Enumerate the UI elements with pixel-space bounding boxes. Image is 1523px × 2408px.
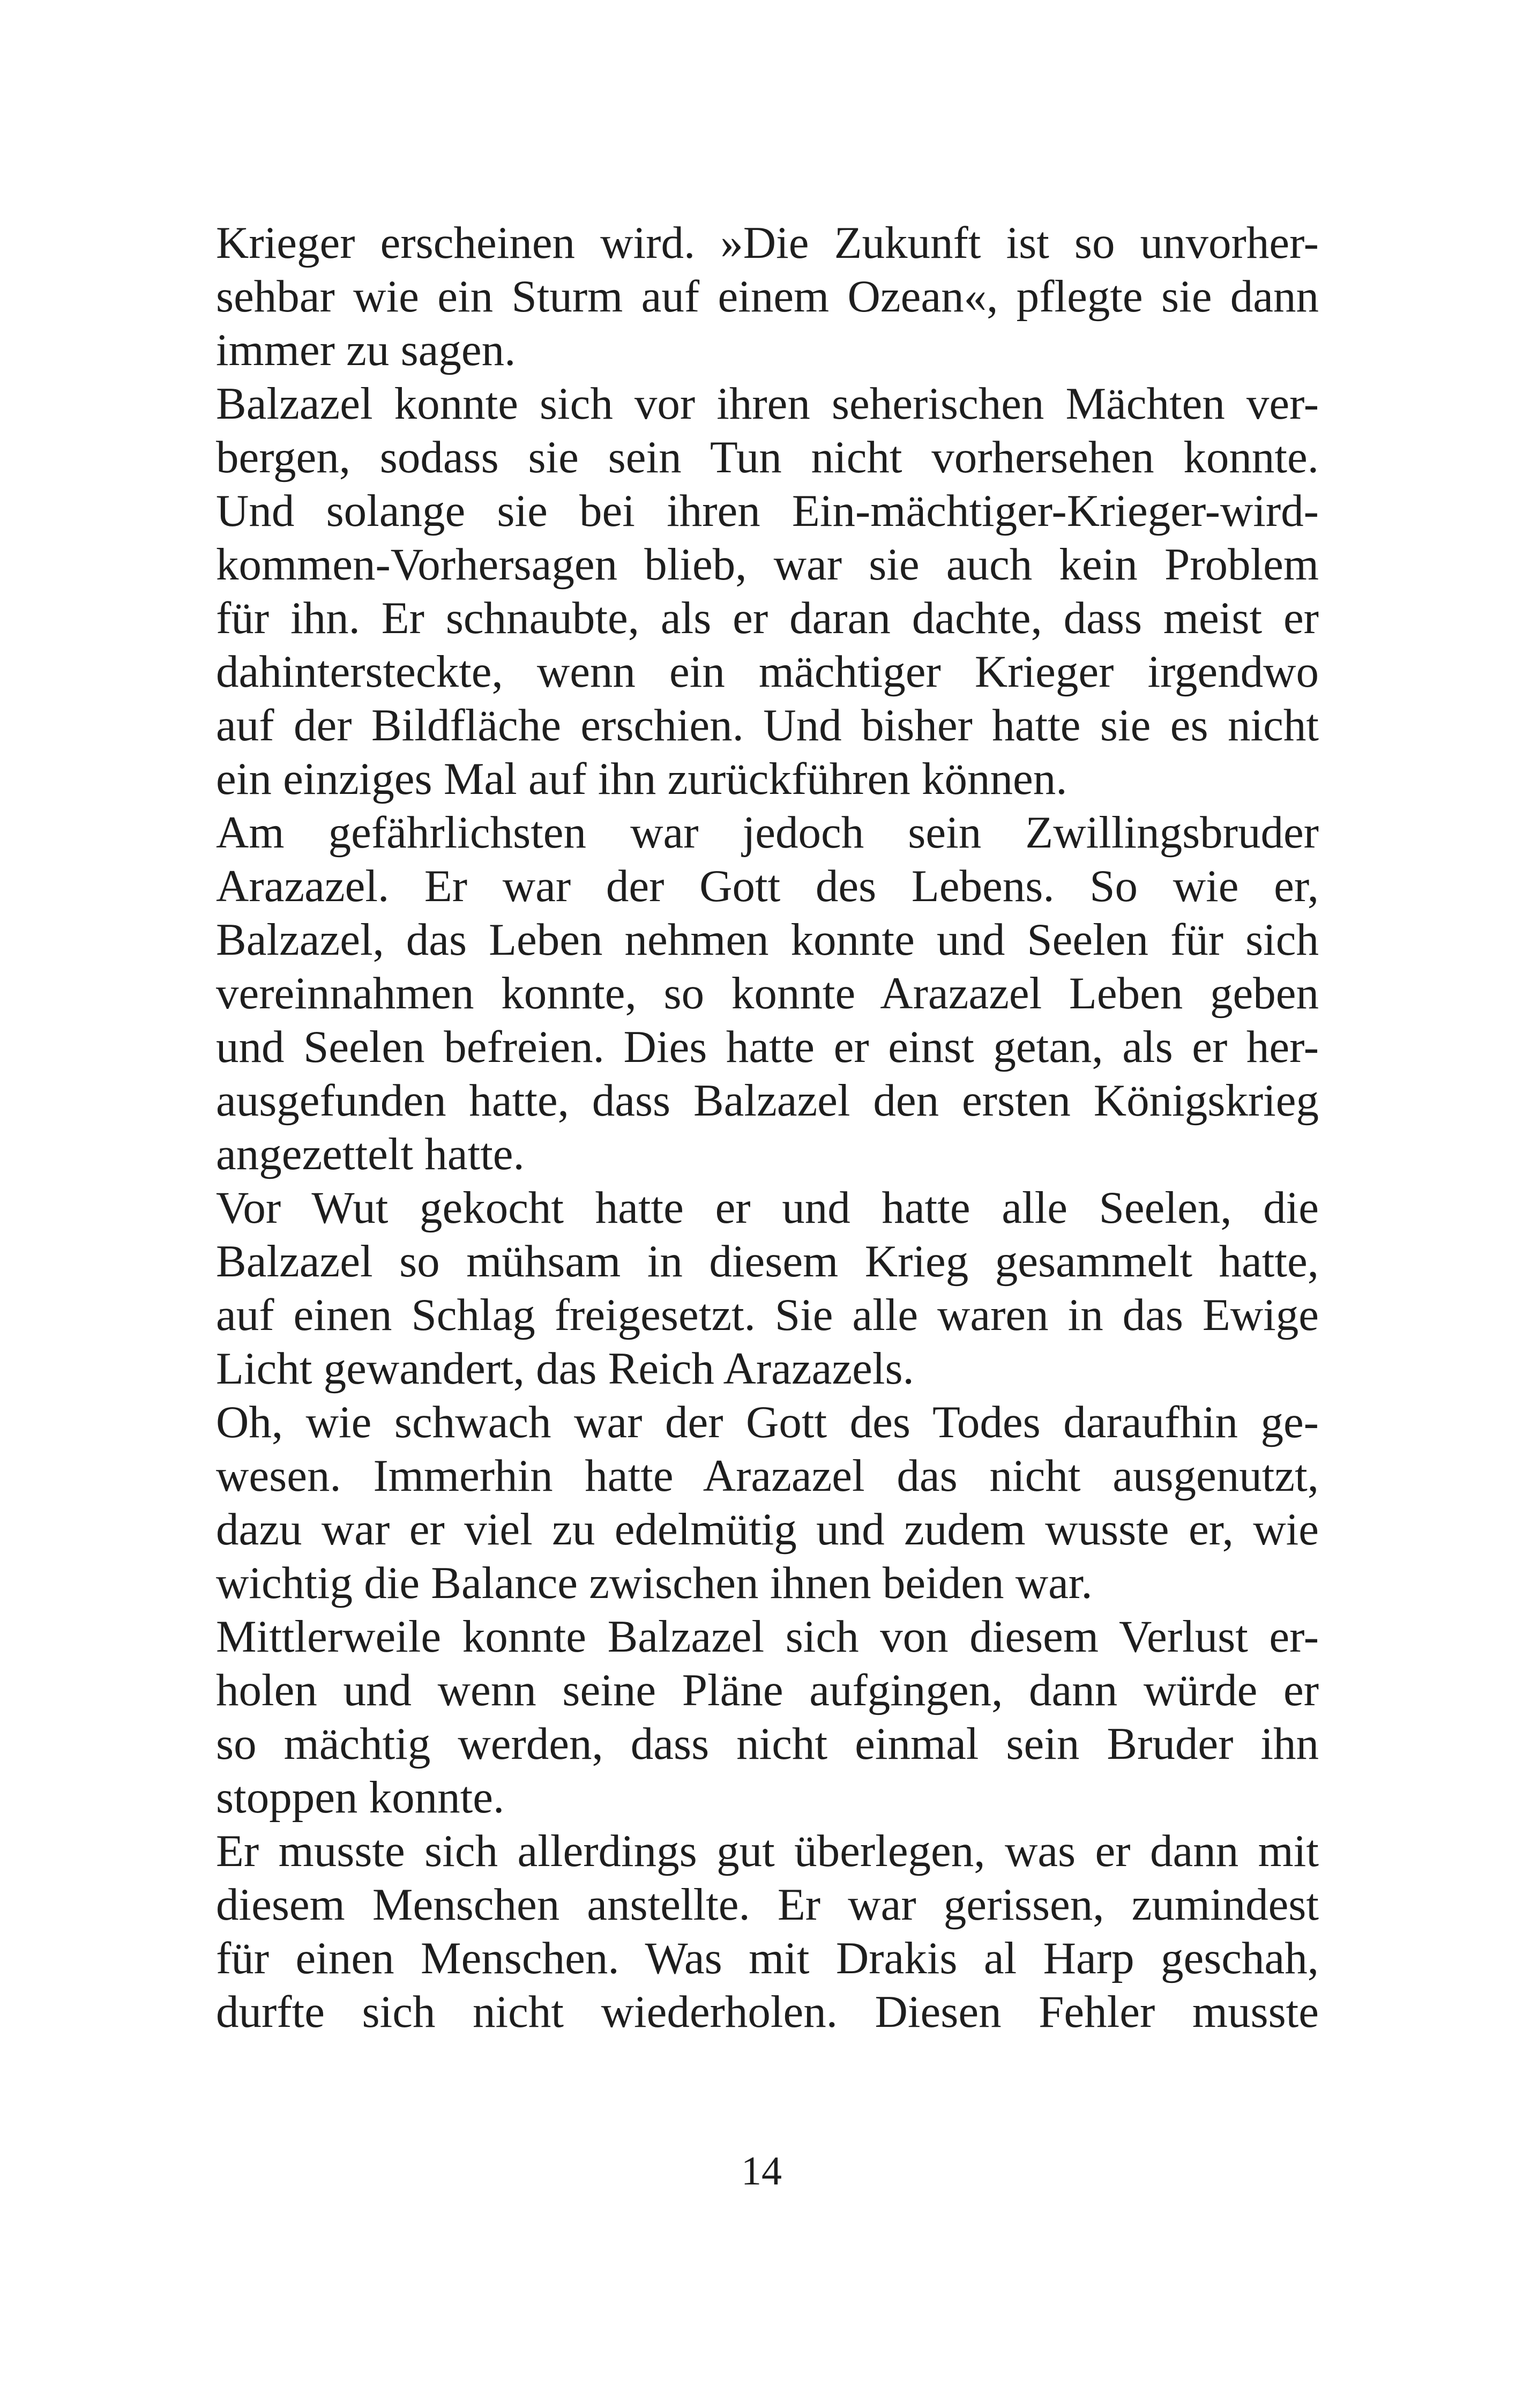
text-line: bergen, sodass sie sein Tun nicht vorhersehen konnte. bbox=[216, 432, 1319, 482]
text-line: wichtig die Balance zwischen ihnen beiden war. bbox=[216, 1558, 1093, 1608]
text-line: diesem Menschen anstellte. Er war gerissen, zumindest bbox=[216, 1879, 1319, 1930]
text-line: Balzazel so mühsam in diesem Krieg gesammelt hatte, bbox=[216, 1236, 1319, 1287]
text-line: Krieger erscheinen wird. »Die Zukunft ist so unvorher- bbox=[216, 218, 1319, 268]
text-line: Er musste sich allerdings gut überlegen, was er dann mit bbox=[216, 1826, 1319, 1876]
text-line: wesen. Immerhin hatte Arazazel das nicht ausgenutzt, bbox=[216, 1451, 1319, 1501]
text-line: Balzazel konnte sich vor ihren seherischen Mächten ver- bbox=[216, 378, 1319, 429]
text-line: und Seelen befreien. Dies hatte er einst getan, als er her- bbox=[216, 1022, 1319, 1072]
text-line: ausgefunden hatte, dass Balzazel den ersten Königskrieg bbox=[216, 1075, 1319, 1126]
text-line: Mittlerweile konnte Balzazel sich von diesem Verlust er- bbox=[216, 1611, 1319, 1662]
text-line: stoppen konnte. bbox=[216, 1772, 505, 1823]
paragraph bbox=[216, 1824, 1319, 2039]
text-line: durfte sich nicht wiederholen. Diesen Fehler musste bbox=[216, 1987, 1319, 2037]
paragraph bbox=[216, 377, 1319, 806]
text-line: holen und wenn seine Pläne aufgingen, dann würde er bbox=[216, 1665, 1319, 1715]
paragraph bbox=[216, 1610, 1319, 1824]
text-line: immer zu sagen. bbox=[216, 325, 516, 375]
text-line: für ihn. Er schnaubte, als er daran dachte, dass meist er bbox=[216, 593, 1319, 643]
text-line: auf einen Schlag freigesetzt. Sie alle waren in das Ewige bbox=[216, 1290, 1319, 1340]
text-line: Oh, wie schwach war der Gott des Todes daraufhin ge- bbox=[216, 1397, 1319, 1447]
text-line: Am gefährlichsten war jedoch sein Zwillingsbruder bbox=[216, 807, 1319, 858]
text-line: auf der Bildfläche erschien. Und bisher hatte sie es nicht bbox=[216, 700, 1319, 750]
text-line: ein einziges Mal auf ihn zurückführen können. bbox=[216, 754, 1067, 804]
paragraph bbox=[216, 1181, 1319, 1395]
text-line: vereinnahmen konnte, so konnte Arazazel Leben geben bbox=[216, 968, 1319, 1019]
page-number: 14 bbox=[741, 2149, 782, 2194]
text-line: dahintersteckte, wenn ein mächtiger Krieger irgendwo bbox=[216, 646, 1319, 697]
text-line: Vor Wut gekocht hatte er und hatte alle Seelen, die bbox=[216, 1183, 1319, 1233]
text-line: für einen Menschen. Was mit Drakis al Harp geschah, bbox=[216, 1933, 1319, 1983]
text-line: dazu war er viel zu edelmütig und zudem wusste er, wie bbox=[216, 1504, 1319, 1555]
paragraph bbox=[216, 1395, 1319, 1610]
paragraph bbox=[216, 216, 1319, 377]
paragraph bbox=[216, 806, 1319, 1181]
text-line: so mächtig werden, dass nicht einmal sein Bruder ihn bbox=[216, 1719, 1319, 1769]
text-line: Balzazel, das Leben nehmen konnte und Seelen für sich bbox=[216, 915, 1319, 965]
body-text bbox=[216, 216, 1319, 2039]
text-line: sehbar wie ein Sturm auf einem Ozean«, pflegte sie dann bbox=[216, 271, 1319, 322]
text-line: Und solange sie bei ihren Ein-mächtiger-Krieger-wird- bbox=[216, 486, 1319, 536]
text-line: angezettelt hatte. bbox=[216, 1129, 525, 1179]
text-line: Licht gewandert, das Reich Arazazels. bbox=[216, 1343, 914, 1394]
text-line: Arazazel. Er war der Gott des Lebens. So wie er, bbox=[216, 861, 1319, 911]
text-line: kommen-Vorhersagen blieb, war sie auch kein Problem bbox=[216, 539, 1319, 590]
